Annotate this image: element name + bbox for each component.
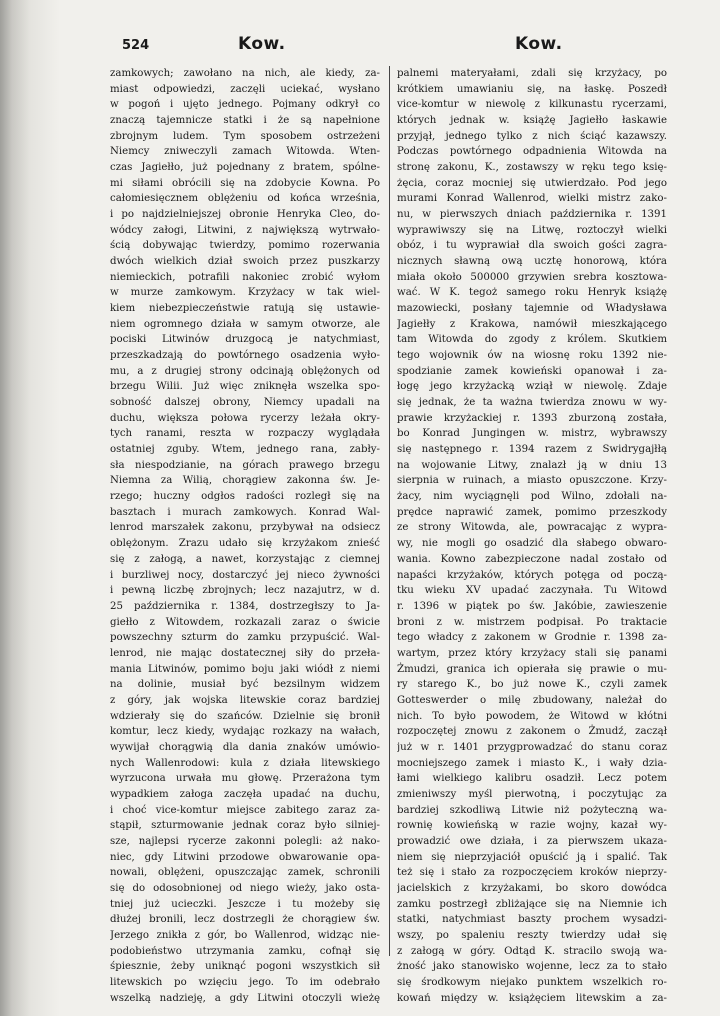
text-line: sze, najlepsi rycerze zakonni polegli: aż nako- <box>110 835 380 847</box>
text-line: się jednak, że ta ważna twierdza znowu w wy- <box>397 397 667 409</box>
text-line: wszy, po spaleniu reszty twierdzy udał się <box>397 929 667 941</box>
text-line: lenrod, nie mając dostatecznej siły do przeła- <box>110 647 380 659</box>
text-line: wywijał chorągwią dla dania znaków umówio- <box>110 741 380 753</box>
text-line: mania Litwinów, pomimo boju jaki wiódł z niemi <box>110 663 380 675</box>
text-columns <box>110 66 670 1004</box>
text-line: wdzierały się do szańców. Dzielnie się bronił <box>110 710 380 722</box>
text-line: mi siłami obrócili się na zdobycie Kowna. Po <box>110 177 380 189</box>
text-line: z góry, jak wojska litewskie coraz bardziej <box>110 694 380 706</box>
page-binding-shadow <box>0 0 60 1016</box>
text-line: prowadzić owe działa, i za pierwszem ukaza- <box>397 835 667 847</box>
text-line: prawie krzyżackiej r. 1393 zburzoną została, <box>397 412 667 424</box>
text-line: dwóch wielkich dział swoich przez puszkarzy <box>110 256 380 268</box>
text-line: bardziej szkodliwą Litwie niż pożyteczną wa- <box>397 804 667 816</box>
text-line: się z załogą, a nawet, korzystając z ciemnej <box>110 553 380 565</box>
text-line: niem ogromnego działa w samym otworze, ale <box>110 318 380 330</box>
text-line: zbrojnym ludem. Tym sposobem ostrzeżeni <box>110 130 380 142</box>
text-line: nu, w pierwszych dniach października r. 1391 <box>397 209 667 221</box>
text-line: nowali, oblężeni, opuszczając zamek, schronili <box>110 867 380 879</box>
text-line: vice-komtur w niewolę z kilkunastu rycerzami, <box>397 99 667 111</box>
text-line: nych Wallenrodowi: kula z działa litewskiego <box>110 757 380 769</box>
text-line: Gotteswerder o milę zbudowany, należał do <box>397 694 667 706</box>
text-line: wypadkiem załoga zaczęła upadać na duchu, <box>110 788 380 800</box>
text-line: sierpnia w ruinach, a miasto opuszczone. Krzy- <box>397 475 667 487</box>
text-line: tych ranami, reszta w rozpaczy wyglądała <box>110 428 380 440</box>
page-number: 524 <box>122 38 150 53</box>
text-line: niec, gdy Litwini przodowe obwarowanie opa- <box>110 851 380 863</box>
text-line: ry starego K., bo już nowe K., czyli zamek <box>397 679 667 691</box>
text-line: śpiesznie, żeby uniknąć pogoni wszystkich sił <box>110 961 380 973</box>
text-line: giełło z Witowdem, rozkazali zaraz o świcie <box>110 616 380 628</box>
text-line: na wojowanie Litwy, znalazł ją w dniu 13 <box>397 459 667 471</box>
text-line: litewskich po wzięciu jego. To im odebrało <box>110 976 380 988</box>
text-line: ścią dobywając twierdzy, pomimo rozerwania <box>110 240 380 252</box>
text-line: też się i stało za rozpoczęciem kroków nieprzy- <box>397 867 667 879</box>
text-line: tniej już ucieczki. Jeszcze i tu możeby się <box>110 898 380 910</box>
text-line: ze strony Witowda, ale, powracając z wypra- <box>397 522 667 534</box>
left-column <box>110 66 380 1006</box>
text-line: powszechny szturm do zamku przypuścić. Wal- <box>110 632 380 644</box>
text-line: żacy, nim wyciągnęli pod Wilno, zdołali na- <box>397 491 667 503</box>
text-line: w pogoń i ujęto jednego. Pojmany odkrył co <box>110 99 380 111</box>
text-line: lenrod marszałek zakonu, przybywał na odsiecz <box>110 522 380 534</box>
text-line: komtur, lecz kiedy, wydając rozkazy na wałach, <box>110 726 380 738</box>
book-page <box>110 28 670 1004</box>
text-line: i pewną liczbę zbrojnych; lecz nazajutrz, w d. <box>110 585 380 597</box>
text-line: z załogą w góry. Odtąd K. stracilo swoją wa- <box>397 945 667 957</box>
text-line: znaczą tajemnicze statki i że są napełnione <box>110 115 380 127</box>
text-line: palnemi materyałami, zdali się krzyżacy, po <box>397 68 667 79</box>
text-line: bo Konrad Jungingen w. mistrz, wybrawszy <box>397 428 667 440</box>
text-line: Niemcy zniweczyli zamach Witowda. Wten- <box>110 146 380 158</box>
text-line: już w r. 1401 przygprowadzać do stanu coraz <box>397 741 667 753</box>
text-line: brzegu Wilii. Już więc zniknęła wszelka spo- <box>110 381 380 393</box>
text-line: się następnego r. 1394 razem z Swidrygajłłą <box>397 444 667 456</box>
text-line: 25 października r. 1384, dostrzegłszy to Ja- <box>110 600 380 612</box>
text-line: łami wielkiego kalibru osadził. Lecz potem <box>397 773 667 785</box>
text-line: obóz, i tu wyprawiał dla swoich gości zagra- <box>397 240 667 252</box>
text-line: stronę zakonu, K., zostawszy w ręku tego księ- <box>397 162 667 174</box>
page-header <box>110 28 670 62</box>
text-line: całomiesięcznem oblężeniu od końca września, <box>110 193 380 205</box>
text-line: pociski Litwinów druzgocą je natychmiast, <box>110 334 380 346</box>
text-line: w murze zamkowym. Krzyżacy w tak wiel- <box>110 287 380 299</box>
text-line: i choć vice-komtur miejsce zabitego zaraz za- <box>110 804 380 816</box>
text-line: i po najdzielniejszej obronie Henryka Cleo, do- <box>110 209 380 221</box>
text-line: kowań między w. książęciem litewskim a za- <box>397 992 667 1004</box>
text-line: stąpił, szturmowanie jednak coraz było silniej- <box>110 820 380 832</box>
text-line: zamku postrzegł zbliżające się na Niemnie ich <box>397 898 667 910</box>
text-line: wyrzucona urwała mu głowę. Przerażona tym <box>110 773 380 785</box>
text-line: podobieństwo utrzymania zamku, cofnął się <box>110 945 380 957</box>
text-line: przyjął, jednego tylko z nich ściąć kazawszy. <box>397 130 667 142</box>
text-line: wszelką nadzieję, a gdy Litwini otoczyli wieżę <box>110 992 380 1004</box>
text-line: spodzianie zamek kowieński opanował i za- <box>397 365 667 377</box>
running-head-right: Kow. <box>515 34 563 54</box>
text-line: niemieckich, potrafili nakoniec zrobić wyłom <box>110 271 380 283</box>
text-line: miała około 500000 grzywien srebra kosztowa- <box>397 271 667 283</box>
text-line: zamkowych; zawołano na nich, ale kiedy, za- <box>110 68 380 79</box>
text-line: wódcy załogi, Litwini, z największą wytrwało- <box>110 224 380 236</box>
running-head-left: Kow. <box>238 34 286 54</box>
text-line: napaści krzyżaków, których potęga od począ- <box>397 569 667 581</box>
text-line: i burzliwej nocy, dostarczyć jej nieco żywności <box>110 569 380 581</box>
text-line: tego wojownik ów na wiosnę roku 1392 nie- <box>397 350 667 362</box>
text-line: miast odpowiedzi, zaczęli uciekać, wysłano <box>110 83 380 95</box>
text-line: rownię kowieńską w razie wojny, kazał wy- <box>397 820 667 832</box>
text-line: zmieniwszy myśl pierwotną, i poczytując za <box>397 788 667 800</box>
text-line: duchu, większa połowa rycerzy leżała okry- <box>110 412 380 424</box>
text-line: nich. To było powodem, że Witowd w kłótni <box>397 710 667 722</box>
text-line: wania. Kowno zabezpieczone nadal zostało od <box>397 553 667 565</box>
text-line: r. 1396 w piątek po św. Jakóbie, zawieszenie <box>397 600 667 612</box>
text-line: łogę jego krzyżacką wziął w niewolę. Zdaje <box>397 381 667 393</box>
text-line: dłużej bronili, lecz dostrzegli że chorągiew św. <box>110 914 380 926</box>
column-divider <box>389 66 390 956</box>
text-line: mu, a z drugiej strony odcinają oblężonych od <box>110 365 380 377</box>
right-column <box>397 66 667 1006</box>
text-line: Niemna za Wilią, chorągiew zakonna św. Je- <box>110 475 380 487</box>
text-line: wyprawiwszy się na Litwę, roztoczył wielki <box>397 224 667 236</box>
text-line: niem się nieprzyjaciół opuścić ją i spalić. Tak <box>397 851 667 863</box>
text-line: wy, nie mogli go osadzić dla słabego obwaro- <box>397 538 667 550</box>
text-line: basztach i murach zamkowych. Konrad Wal- <box>110 506 380 518</box>
text-line: murami Konrad Wallenrod, wielki mistrz zako- <box>397 193 667 205</box>
text-line: przeszkadzają do powtórnego osadzenia wyło- <box>110 350 380 362</box>
text-line: tam Witowda do zgody z królem. Skutkiem <box>397 334 667 346</box>
text-line: żęcia, coraz mocniej się utwierdzało. Pod jego <box>397 177 667 189</box>
text-line: broni z w. mistrzem podpisał. Po traktacie <box>397 616 667 628</box>
text-line: tku wieku XV upadać zaczynała. Tu Witowd <box>397 585 667 597</box>
text-line: jacielskich z krzyżakami, bo skoro dowódca <box>397 882 667 894</box>
text-line: na dolinie, musiał być bezsilnym widzem <box>110 679 380 691</box>
text-line: statki, natychmiast baszty prochem wysadzi- <box>397 914 667 926</box>
text-line: krótkiem umawianiu się, na łaskę. Poszedł <box>397 83 667 95</box>
text-line: tego władcy z zakonem w Grodnie r. 1398 za- <box>397 632 667 644</box>
text-line: żność jako stanowisko wojenne, lecz za to stało <box>397 961 667 973</box>
text-line: Jerzego znikła z gór, bo Wallenrod, widząc nie- <box>110 929 380 941</box>
text-line: Żmudzi, granica ich opierała się prawie o mu- <box>397 663 667 675</box>
text-line: sła niespodzianie, na górach prawego brzegu <box>110 459 380 471</box>
text-line: się do odosobnionej od niego wieży, jako osta- <box>110 882 380 894</box>
text-line: ostatniej zguby. Wtem, jednego rana, zabły- <box>110 444 380 456</box>
text-line: Podczas powtórnego odpadnienia Witowda na <box>397 146 667 158</box>
text-line: się środkowym niejako punktem wszelkich ro- <box>397 976 667 988</box>
text-line: oblężonym. Zrazu udało się krzyżakom znieść <box>110 538 380 550</box>
text-line: mazowiecki, posłany tajemnie od Władysława <box>397 303 667 315</box>
text-line: czas Jagiełło, już pojednany z bratem, spólne- <box>110 162 380 174</box>
text-line: wać. W K. tegoż samego roku Henryk książę <box>397 287 667 299</box>
text-line: wartym, przez który krzyżacy stali się panami <box>397 647 667 659</box>
text-line: sobność dalszej obrony, Niemcy upadali na <box>110 397 380 409</box>
text-line: rzego; huczny odgłos radości rozległ się na <box>110 491 380 503</box>
text-line: kiem niebezpieczeństwie ratują się ustawie- <box>110 303 380 315</box>
text-line: prędce naprawić zamek, pomimo przeszkody <box>397 506 667 518</box>
text-line: mocniejszego zamek i miasto K., i wały dzia- <box>397 757 667 769</box>
text-line: których jednak w. książę Jagiełło łaskawie <box>397 115 667 127</box>
text-line: rozpoczętej znowu z zakonem o Żmudź, zaczął <box>397 726 667 738</box>
text-line: nicznych sławną ową ucztę honorową, która <box>397 256 667 268</box>
text-line: Jagiełły z Krakowa, namówił mieszkającego <box>397 318 667 330</box>
